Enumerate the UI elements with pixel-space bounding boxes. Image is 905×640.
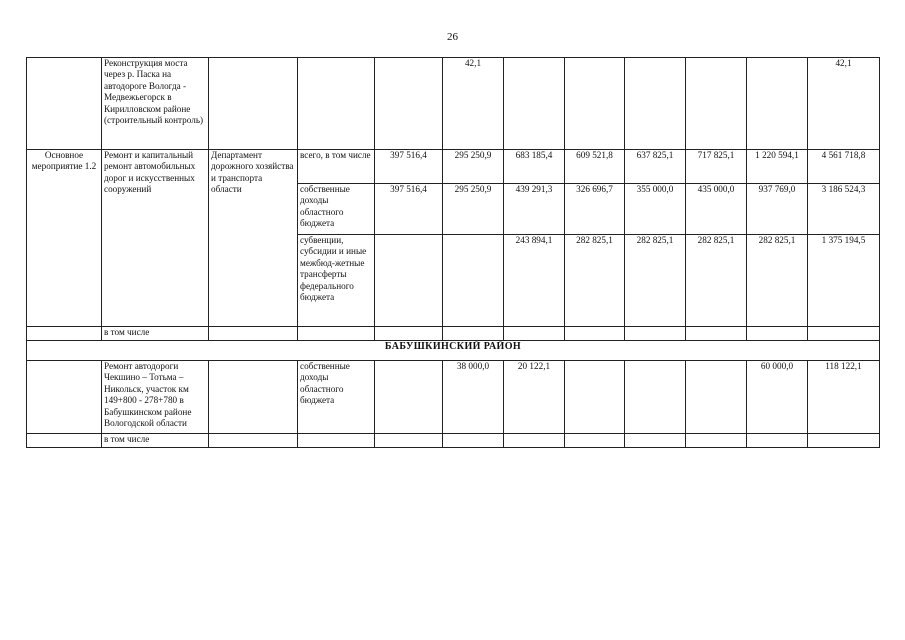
value-cell: 3 186 524,3	[808, 184, 880, 235]
value-cell	[747, 58, 808, 150]
source-cell: собственные доходы областного бюджета	[298, 361, 375, 434]
value-cell: 282 825,1	[565, 235, 625, 327]
value-cell	[625, 58, 686, 150]
value-cell: 439 291,3	[504, 184, 565, 235]
value-cell	[565, 361, 625, 434]
value-cell: 38 000,0	[443, 361, 504, 434]
event-name-cell: Реконструкция моста через р. Паска на автодороге Вологда - Медвежьегорск в Кирилловском районе (строительный контроль)	[102, 58, 209, 150]
value-cell: 637 825,1	[625, 150, 686, 184]
including-label: в том числе	[102, 327, 209, 341]
value-cell: 118 122,1	[808, 361, 880, 434]
value-cell: 1 375 194,5	[808, 235, 880, 327]
executor-cell: Департамент дорожного хозяйства и транспорта области	[209, 150, 298, 327]
code-cell	[27, 58, 102, 150]
value-cell: 243 894,1	[504, 235, 565, 327]
value-cell: 20 122,1	[504, 361, 565, 434]
value-cell: 42,1	[443, 58, 504, 150]
value-cell	[443, 235, 504, 327]
table-row	[27, 434, 880, 448]
code-cell: Основное мероприятие 1.2	[27, 150, 102, 327]
region-title: БАБУШКИНСКИЙ РАЙОН	[27, 341, 880, 361]
value-cell	[375, 58, 443, 150]
budget-table	[26, 57, 880, 448]
table-row	[27, 361, 880, 434]
value-cell	[565, 58, 625, 150]
value-cell: 683 185,4	[504, 150, 565, 184]
source-cell	[298, 58, 375, 150]
value-cell: 42,1	[808, 58, 880, 150]
executor-cell	[209, 58, 298, 150]
page-number: 26	[447, 31, 458, 43]
source-cell: субвенции, субсидии и иные межбюд-жетные трансферты федерального бюджета	[298, 235, 375, 327]
source-cell: собственные доходы областного бюджета	[298, 184, 375, 235]
value-cell: 1 220 594,1	[747, 150, 808, 184]
value-cell	[625, 361, 686, 434]
table-row	[27, 58, 880, 150]
including-label: в том числе	[102, 434, 209, 448]
code-cell	[27, 361, 102, 434]
value-cell	[686, 361, 747, 434]
value-cell: 355 000,0	[625, 184, 686, 235]
value-cell: 4 561 718,8	[808, 150, 880, 184]
table-row	[27, 341, 880, 361]
source-cell: всего, в том числе	[298, 150, 375, 184]
value-cell: 282 825,1	[747, 235, 808, 327]
value-cell: 282 825,1	[625, 235, 686, 327]
value-cell: 435 000,0	[686, 184, 747, 235]
value-cell: 326 696,7	[565, 184, 625, 235]
table-row	[27, 327, 880, 341]
value-cell	[504, 58, 565, 150]
value-cell: 717 825,1	[686, 150, 747, 184]
event-name-cell: Ремонт автодороги Чекшино – Тотьма – Никольск, участок км 149+800 - 278+780 в Бабушкинском районе Вологодской области	[102, 361, 209, 434]
value-cell	[375, 235, 443, 327]
value-cell: 295 250,9	[443, 150, 504, 184]
executor-cell	[209, 361, 298, 434]
value-cell: 937 769,0	[747, 184, 808, 235]
value-cell: 397 516,4	[375, 184, 443, 235]
event-name-cell: Ремонт и капитальный ремонт автомобильных дорог и искусственных сооружений	[102, 150, 209, 327]
value-cell: 609 521,8	[565, 150, 625, 184]
value-cell: 397 516,4	[375, 150, 443, 184]
table-row	[27, 150, 880, 184]
value-cell: 60 000,0	[747, 361, 808, 434]
value-cell: 282 825,1	[686, 235, 747, 327]
value-cell	[375, 361, 443, 434]
value-cell: 295 250,9	[443, 184, 504, 235]
value-cell	[686, 58, 747, 150]
